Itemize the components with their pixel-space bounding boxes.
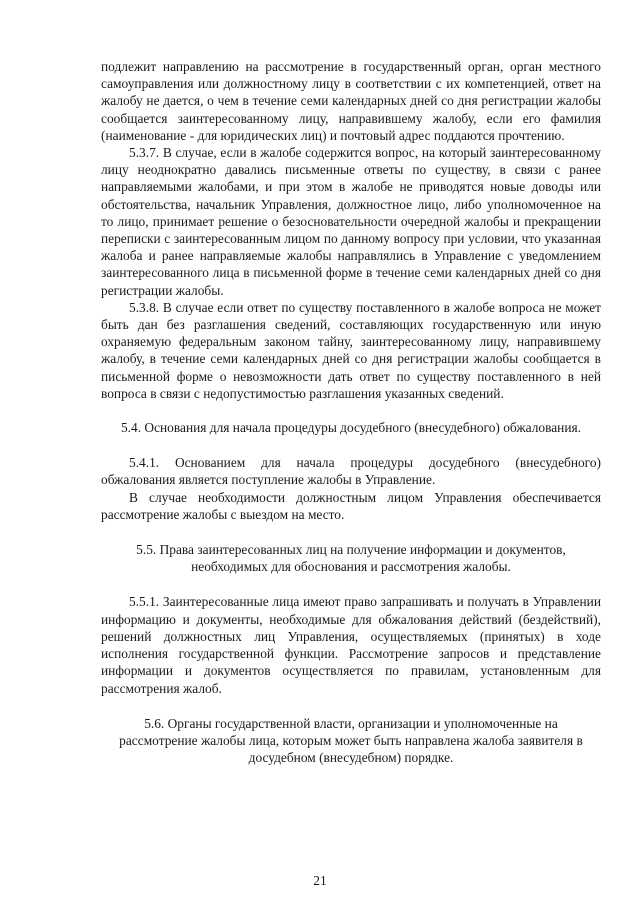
- heading-5-5: 5.5. Права заинтересованных лиц на получение информации и документов, необходимых для обоснования и рассмотрения жалобы.: [136, 542, 566, 575]
- paragraph-5-4-1: 5.4.1. Основанием для начала процедуры досудебного (внесудебного) обжалования является поступление жалобы в Управление.: [101, 455, 601, 488]
- page-number: 21: [313, 873, 327, 888]
- paragraph-continued: подлежит направлению на рассмотрение в государственный орган, орган местного самоуправления или должностному лицу в соответствии с их компетенцией, ответ на жалобу не дается, о чем в течение семи календарных дней со дня регистрации жалобы сообщается заинтересованному лицу, направившему жалобу, если его фамилия (наименование - для юридических лиц) и почтовый адрес поддаются прочтению.: [101, 59, 601, 143]
- paragraph-5-3-8: 5.3.8. В случае если ответ по существу поставленного в жалобе вопроса не может быть дан без разглашения сведений, составляющих государственную или иную охраняемую федеральным законом тайну, заинтересованному лицу, направившему жалобу, в течение семи календарных дней со дня регистрации жалобы сообщается в письменной форме о невозможности дать ответ по существу поставленного в ней вопроса в связи с недопустимостью разглашения указанных сведений.: [101, 299, 601, 401]
- paragraph-5-5-1: 5.5.1. Заинтересованные лица имеют право запрашивать и получать в Управлении информацию и документы, необходимые для обжалования действий (бездействий), решений должностных лиц Управления, осуществляемых (принятых) в ходе исполнения государственной функции. Рассмотрение запросов и представление информации и документов осуществляется по правилам, установленным для рассмотрения жалоб.: [101, 594, 601, 696]
- paragraph-5-3-7: 5.3.7. В случае, если в жалобе содержится вопрос, на который заинтересованному лицу неоднократно давались письменные ответы по существу, в связи с ранее направляемыми жалобами, и при этом в жалобе не приводятся новые доводы или обстоятельства, начальник Управления, должностное лицо, либо уполномоченное на то лицо, принимает решение о безосновательности очередной жалобы и прекращении переписки с заинтересованным лицом по данному вопросу при условии, что указанная жалоба и ранее направляемые жалобы направлялись в Управление с уведомлением заинтересованного лица в письменной форме в течение семи календарных дней со дня регистрации жалобы.: [101, 145, 601, 298]
- paragraph-5-4-1-continued: В случае необходимости должностным лицом Управления обеспечивается рассмотрение жалобы с выездом на место.: [101, 489, 601, 522]
- heading-5-4: 5.4. Основания для начала процедуры досудебного (внесудебного) обжалования.: [120, 420, 582, 436]
- heading-5-6: 5.6. Органы государственной власти, организации и уполномоченные на рассмотрение жалобы лица, которым может быть направлена жалоба заявителя в досудебном (внесудебном) порядке.: [119, 715, 583, 766]
- document-body: [101, 58, 601, 766]
